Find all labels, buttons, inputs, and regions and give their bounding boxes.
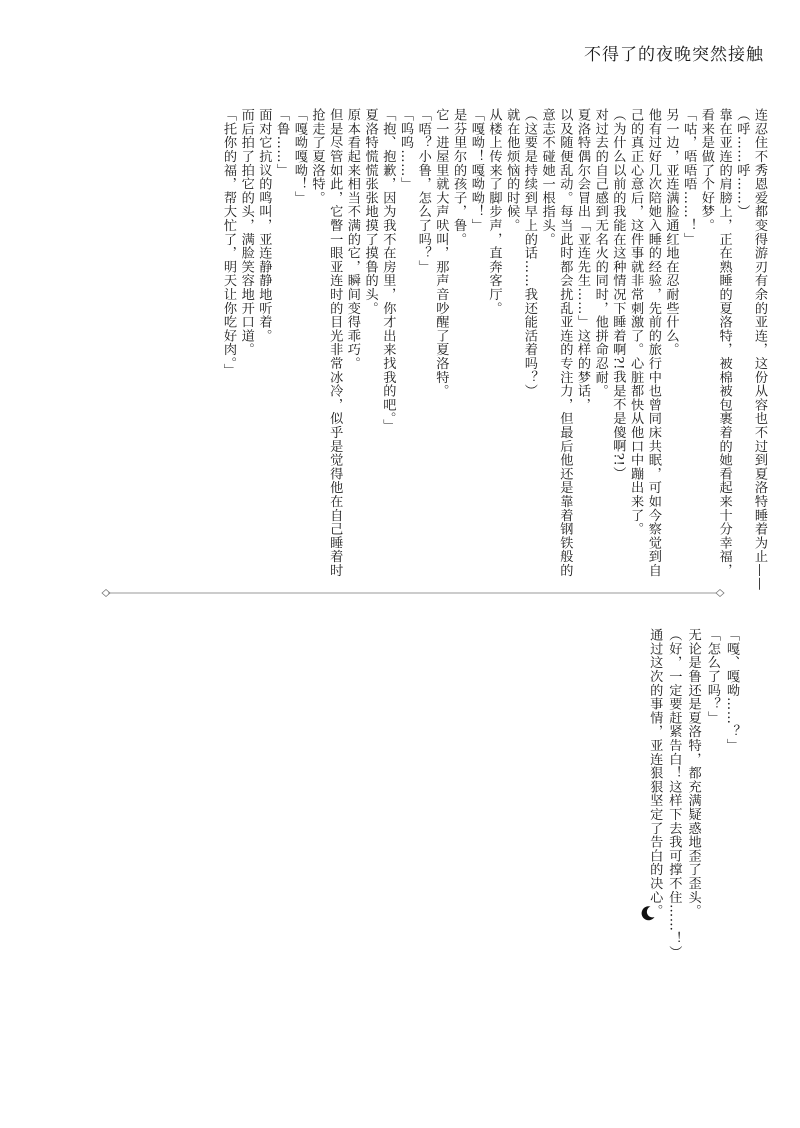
text-line: 而后拍了拍它的头，满脸笑容地开口道。: [238, 108, 254, 357]
text-line: 从楼上传来了脚步声，直奔客厅。: [486, 108, 502, 315]
text-line: 原本看起来相当不满的它，瞬间变得乖巧。: [344, 108, 360, 371]
running-title: 不得了的夜晚突然接触: [584, 45, 764, 65]
text-line: （为什么以前的我能在这种情况下睡着啊?!我是不是傻啊?!）: [610, 108, 626, 481]
text-line: 「托你的福，帮大忙了，明天让你吃好肉。」: [221, 108, 236, 378]
text-line: 己的真正心意后，这件事就非常刺激了。心脏都快从他口中蹦出来了。: [628, 108, 644, 536]
text-line: 「呜呜……」: [398, 108, 413, 191]
text-line: 「唔？小鲁，怎么了吗？」: [415, 108, 431, 274]
text-line: 「鲁……」: [274, 108, 290, 177]
text-line: 是芬里尔的孩子，鲁。: [451, 108, 467, 246]
text-line: 靠在亚连的肩膀上，正在熟睡的夏洛特，被棉被包裹着的她看起来十分幸福，: [716, 108, 732, 578]
text-line: 抢走了夏洛特。: [309, 108, 325, 205]
section-divider: [100, 588, 800, 598]
text-line: 「怎么了吗？」: [704, 628, 720, 725]
text-line: 通过这次的事情，亚连狠狠坚定了告白的决心。: [647, 628, 663, 918]
text-line: 就在他烦恼的时候。: [504, 108, 520, 233]
text-line: 夏洛特偶尔会冒出「亚连先生……」这样的梦话，: [575, 108, 590, 412]
text-line: 面对它抗议的鸣叫，亚连静静地听着。: [256, 108, 272, 343]
text-line: 「咕，唔唔唔……！」: [681, 108, 697, 246]
text-line: 「嘎呦！嘎呦呦！」: [468, 108, 484, 233]
text-line: 看来是做了个好梦。: [698, 108, 714, 233]
text-line: 「抱、抱歉，因为我不在房里，你才出来找我的吧。」: [380, 108, 396, 433]
text-line: 对过去的自己感到无名火的同时，他拼命忍耐。: [592, 108, 608, 398]
text-line: 但是尽管如此，它瞥一眼亚连时的目光非常冰冷，似乎是觉得他在自己睡着时: [327, 108, 343, 578]
text-line: 连忍住不秀恩爱都变得游刃有余的亚连，这份从容也不过到夏洛特睡着为止——: [752, 108, 767, 591]
text-line: （这要是持续到早上的话……我还能活着吗？）: [521, 108, 537, 398]
text-line: 它一进屋里就大声吠叫，那声音吵醒了夏洛特。: [433, 108, 449, 398]
text-line: 无论是鲁还是夏洛特，都充满疑惑地歪了歪头。: [685, 628, 701, 918]
text-line: 他有过好几次陪她入睡的经验，先前的旅行中也曾同床共眠，可如今察觉到自: [645, 108, 661, 578]
page-header: [464, 40, 764, 64]
text-line: 另一边，亚连满脸通红地在忍耐些什么。: [663, 108, 679, 357]
text-line: 夏洛特慌慌张张地摸了摸鲁的头。: [362, 108, 378, 315]
text-line: 「嘎呦嘎呦！」: [291, 108, 307, 205]
crescent-moon-icon: [640, 905, 656, 921]
text-line: 意志不碰她一根指头。: [539, 108, 555, 246]
text-line: （好，一定要赶紧告白！这样下去我可撑不住……！）: [666, 628, 682, 960]
text-line: 以及随便乱动。每当此时都会扰乱亚连的专注力，但最后他还是靠着钢铁般的: [557, 108, 573, 578]
text-line: 「嘎、嘎呦……？」: [724, 628, 739, 753]
text-line: （呼……呼……）: [734, 108, 750, 219]
